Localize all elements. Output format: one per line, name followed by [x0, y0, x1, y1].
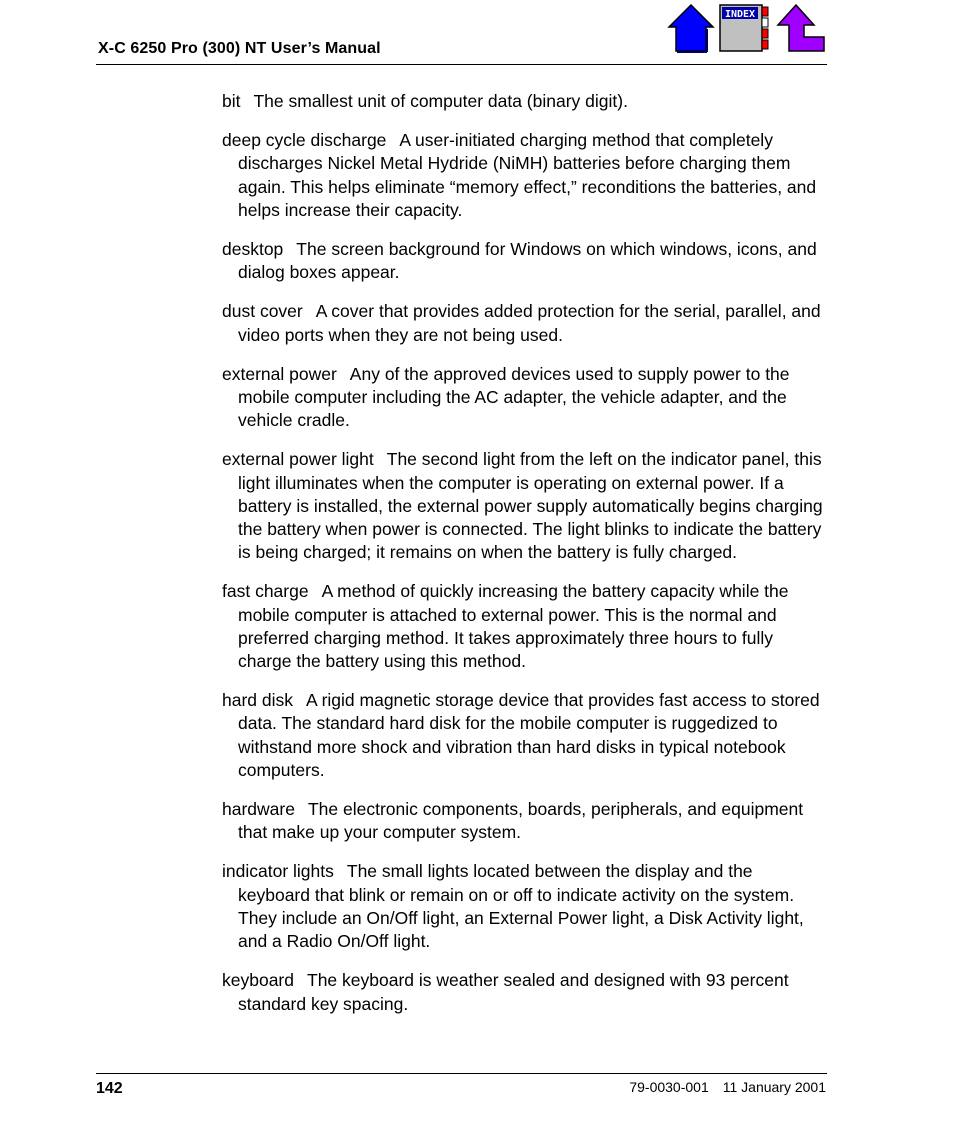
glossary-entry [222, 860, 827, 953]
up-arrow-icon [776, 3, 826, 53]
glossary-term: dust cover [222, 301, 303, 322]
index-button[interactable] [718, 3, 770, 53]
glossary-entry [222, 798, 827, 844]
glossary-entry [222, 969, 827, 1015]
glossary-entry [222, 129, 827, 222]
home-button[interactable] [667, 3, 715, 53]
glossary-definition: A method of quickly increasing the battery capacity while the mobile computer is attached to external power. This is the normal and preferred charging method. It takes approximately three hours to fully charge the battery using this method. [238, 581, 789, 672]
index-icon-label: INDEX [724, 9, 756, 20]
glossary-term: bit [222, 91, 241, 111]
up-button[interactable] [776, 3, 826, 53]
glossary-definition: The screen background for Windows on which windows, icons, and dialog boxes appear. [238, 239, 817, 283]
doc-number: 79-0030-001 [629, 1079, 709, 1095]
home-icon [667, 3, 715, 53]
glossary-term: indicator lights [222, 861, 334, 882]
glossary-definition: A rigid magnetic storage device that provides fast access to stored data. The standard hard disk for the mobile computer is ruggedized to withstand more shock and vibration than hard disks in typical notebook computers. [238, 690, 820, 780]
glossary-definition: The smallest unit of computer data (binary digit). [253, 91, 628, 111]
glossary-term: deep cycle discharge [222, 130, 387, 151]
glossary-entry [222, 363, 827, 433]
footer-divider [96, 1073, 827, 1074]
glossary-entry [222, 90, 827, 113]
glossary-term: hard disk [222, 690, 294, 711]
glossary-list [222, 90, 827, 1032]
glossary-term: keyboard [222, 970, 294, 991]
header-divider [96, 64, 827, 65]
glossary-term: external power [222, 363, 337, 384]
glossary-term: hardware [222, 799, 295, 820]
glossary-definition: The electronic components, boards, peripherals, and equipment that make up your computer system. [238, 799, 804, 843]
glossary-entry [222, 300, 827, 346]
glossary-definition: A user-initiated charging method that completely discharges Nickel Metal Hydride (NiMH) batteries before charging them again. This helps eliminate “memory effect,” reconditions the batteries, and helps increase their capacity. [238, 130, 817, 220]
glossary-definition: A cover that provides added protection for the serial, parallel, and video ports when they are not being used. [238, 301, 821, 345]
page-header-title: X-C 6250 Pro (300) NT User’s Manual [98, 40, 381, 57]
footer-doc-info [629, 1079, 826, 1095]
glossary-definition: The small lights located between the display and the keyboard that blink or remain on or off to indicate activity on the system. They include an On/Off light, an External Power light, a Disk Activity light, and a Radio On/Off light. [238, 861, 804, 952]
glossary-entry [222, 238, 827, 284]
doc-date: 11 January 2001 [722, 1079, 826, 1095]
index-icon [718, 3, 770, 53]
glossary-entry [222, 689, 827, 782]
glossary-definition: The keyboard is weather sealed and designed with 93 percent standard key spacing. [238, 970, 789, 1014]
glossary-definition: The second light from the left on the indicator panel, this light illuminates when the computer is operating on external power. If a battery is installed, the external power supply automatically begins charging the battery when power is connected. The light blinks to indicate the battery is being charged; it remains on when the battery is fully charged. [238, 449, 823, 563]
glossary-term: external power light [222, 449, 374, 470]
glossary-entry [222, 580, 827, 673]
glossary-definition: Any of the approved devices used to supply power to the mobile computer including the AC adapter, the vehicle adapter, and the vehicle cradle. [238, 363, 790, 431]
glossary-entry [222, 448, 827, 564]
glossary-term: fast charge [222, 581, 309, 602]
glossary-term: desktop [222, 239, 284, 260]
page-number: 142 [96, 1080, 123, 1097]
